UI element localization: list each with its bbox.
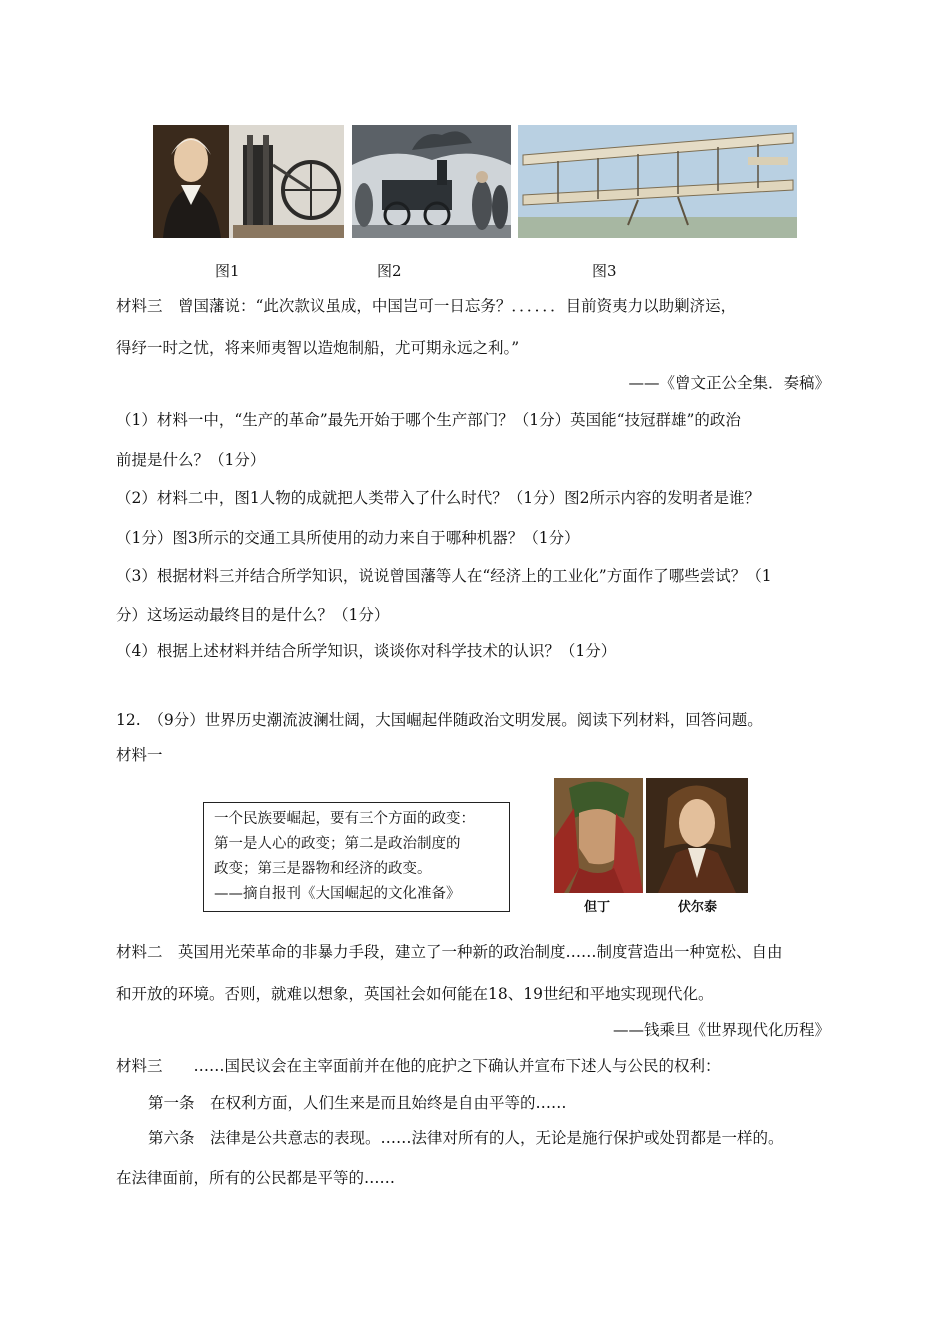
voltaire-portrait [646,778,748,893]
dante-caption: 但丁 [584,900,611,915]
figure-3-caption: 图3 [592,262,617,280]
article-6-line-1: 第六条 法律是公共意志的表现。……法律对所有的人，无论是施行保护或处罚都是一样的。 [148,1129,784,1147]
quote-box-line: ——摘自报刊《大国崛起的文化准备》 [214,886,461,902]
quote-box-line: 一个民族要崛起，要有三个方面的政变： [214,811,475,827]
question-line: 分）这场运动最终目的是什么？（1分） [116,606,390,624]
figure-2-image [352,125,511,238]
q12-material1-label: 材料一 [116,746,163,764]
article-1: 第一条 在权利方面，人们生来是而且始终是自由平等的…… [148,1094,567,1112]
question-line: （2）材料二中，图1人物的成就把人类带入了什么时代？（1分）图2所示内容的发明者是谁？ [116,489,760,507]
figure-3-image [518,125,797,238]
figure-1-image [153,125,344,238]
material3-q12-line-1: 材料三 ……国民议会在主宰面前并在他的庇护之下确认并宣布下述人与公民的权利： [116,1057,721,1075]
material2-source: ——钱乘旦《世界现代化历程》 [612,1021,830,1039]
material3-line-1: 材料三 曾国藩说：“此次款议虽成，中国岂可一日忘务？．．．．．．目前资夷力以助剿济运， [116,297,737,315]
article-6-line-2: 在法律面前，所有的公民都是平等的…… [116,1169,396,1187]
question-line: （1分）图3所示的交通工具所使用的动力来自于哪种机器？（1分） [116,529,580,547]
quote-box-line: 政变；第三是器物和经济的政变。 [214,861,432,877]
figure-2-caption: 图2 [377,262,402,280]
material3-source: ——《曾文正公全集．奏稿》 [628,374,830,392]
material2-line-1: 材料二 英国用光荣革命的非暴力手段，建立了一种新的政治制度……制度营造出一种宽松、自由 [116,943,783,961]
q12-title: 12. （9分）世界历史潮流波澜壮阔，大国崛起伴随政治文明发展。阅读下列材料，回答问题。 [116,711,763,729]
material3-line-2: 得纾一时之忧，将来师夷智以造炮制船，尤可期永远之利。” [116,339,520,357]
figure-1-caption: 图1 [215,262,240,280]
question-line: 前提是什么？（1分） [116,451,266,469]
quote-box [203,802,510,912]
voltaire-caption: 伏尔泰 [678,900,718,915]
question-line: （1）材料一中，“生产的革命”最先开始于哪个生产部门？（1分）英国能“技冠群雄”的政治 [116,411,741,429]
dante-portrait [554,778,643,893]
material2-line-2: 和开放的环境。否则，就难以想象，英国社会如何能在18、19世纪和平地实现现代化。 [116,985,714,1003]
question-line: （3）根据材料三并结合所学知识，说说曾国藩等人在“经济上的工业化”方面作了哪些尝试？（1 [116,567,772,585]
question-line: （4）根据上述材料并结合所学知识，谈谈你对科学技术的认识？（1分） [116,642,617,660]
quote-box-line: 第一是人心的政变；第二是政治制度的 [214,836,461,852]
